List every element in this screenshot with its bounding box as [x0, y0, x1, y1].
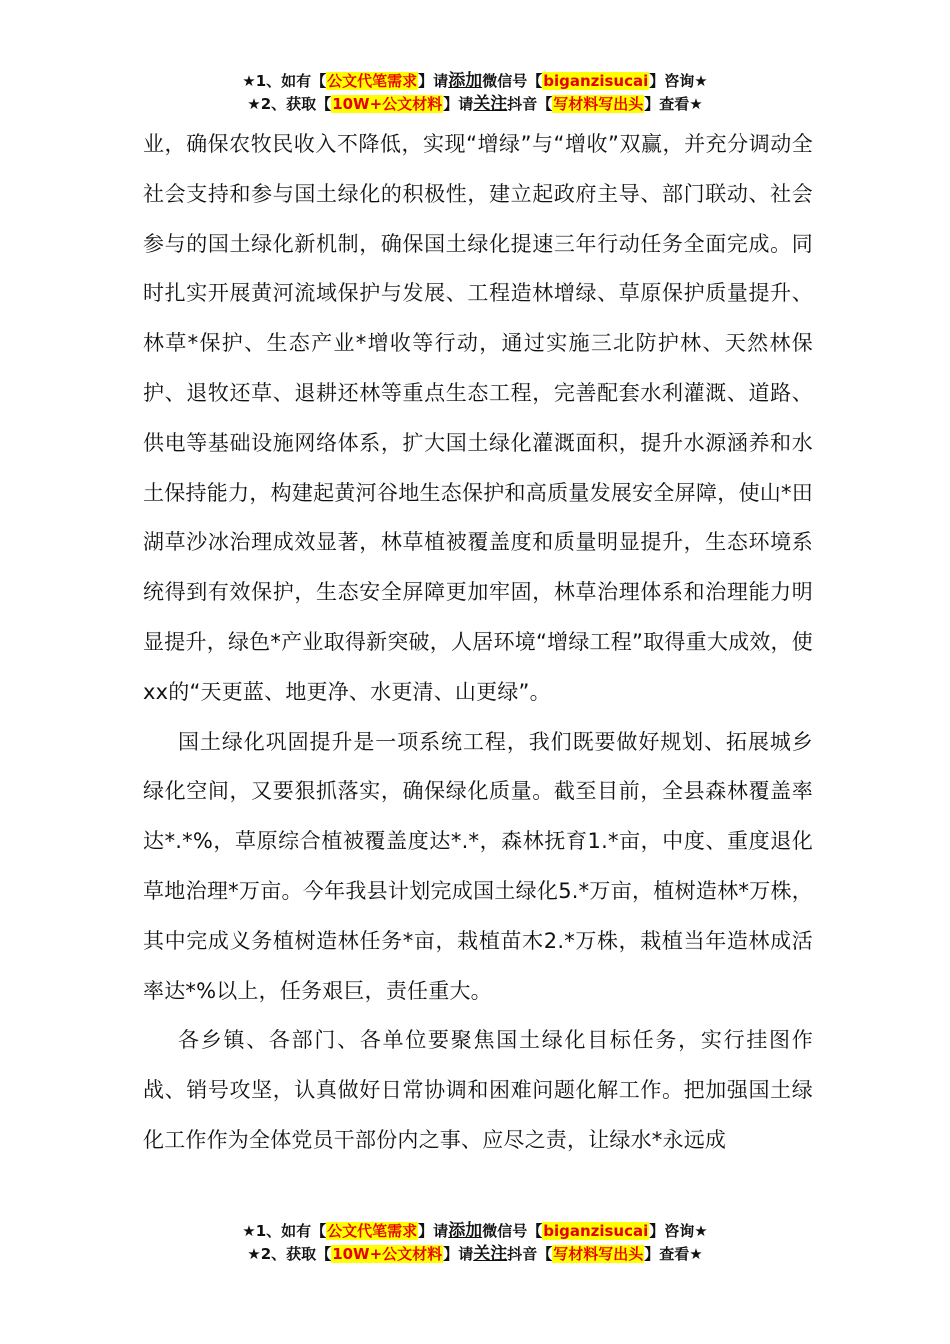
banner-highlight: 写材料写出头	[553, 95, 644, 113]
banner-text: ★1、如有【	[242, 1222, 327, 1240]
banner-text: 】咨询★	[649, 72, 708, 90]
document-body	[143, 120, 813, 1166]
banner-highlight: 公文代笔需求	[327, 1222, 418, 1240]
banner-highlight: 公文代笔需求	[327, 72, 418, 90]
banner-emphasis: 添加	[448, 71, 483, 91]
banner-highlight: 写材料写出头	[553, 1245, 644, 1263]
banner-emphasis: 关注	[473, 1244, 508, 1264]
header-banner	[0, 70, 950, 116]
banner-line-2	[0, 93, 950, 116]
banner-highlight: biganzisucai	[543, 72, 649, 90]
banner-text: 】请	[443, 95, 474, 113]
banner-text: 抖音【	[507, 1245, 553, 1263]
banner-emphasis: 关注	[473, 94, 508, 114]
paragraph: 各乡镇、各部门、各单位要聚焦国土绿化目标任务，实行挂图作战、销号攻坚，认真做好日常协调和困难问题化解工作。把加强国土绿化工作作为全体党员干部份内之事、应尽之责，让绿水*永远成	[143, 1028, 813, 1152]
banner-text: 】查看★	[644, 1245, 703, 1263]
banner-highlight: 10W+公文材料	[332, 1245, 443, 1263]
banner-emphasis: 添加	[448, 1221, 483, 1241]
banner-text: 】请	[418, 1222, 449, 1240]
banner-text: ★2、获取【	[247, 95, 332, 113]
banner-text: 】请	[443, 1245, 474, 1263]
banner-text: 】咨询★	[649, 1222, 708, 1240]
banner-text: 】请	[418, 72, 449, 90]
footer-banner	[0, 1220, 950, 1266]
banner-text: 微信号【	[482, 72, 543, 90]
banner-highlight: biganzisucai	[543, 1222, 649, 1240]
banner-line-1	[0, 1220, 950, 1243]
banner-highlight: 10W+公文材料	[332, 95, 443, 113]
banner-line-2	[0, 1243, 950, 1266]
paragraph: 业，确保农牧民收入不降低，实现“增绿”与“增收”双赢，并充分调动全社会支持和参与国土绿化的积极性，建立起政府主导、部门联动、社会参与的国土绿化新机制，确保国土绿化提速三年行动任务全面完成。同时扎实开展黄河流域保护与发展、工程造林增绿、草原保护质量提升、林草*保护、生态产业*增收等行动，通过实施三北防护林、天然林保护、退牧还草、退耕还林等重点生态工程，完善配套水利灌溉、道路、供电等基础设施网络体系，扩大国土绿化灌溉面积，提升水源涵养和水土保持能力，构建起黄河谷地生态保护和高质量发展安全屏障，使山*田湖草沙冰治理成效显著，林草植被覆盖度和质量明显提升，生态环境系统得到有效保护，生态安全屏障更加牢固，林草治理体系和治理能力明显提升，绿色*产业取得新突破，人居环境“增绿工程”取得重大成效，使xx的“天更蓝、地更净、水更清、山更绿”。	[143, 132, 813, 704]
banner-line-1	[0, 70, 950, 93]
banner-text: ★2、获取【	[247, 1245, 332, 1263]
banner-text: 微信号【	[482, 1222, 543, 1240]
banner-text: 抖音【	[507, 95, 553, 113]
banner-text: 】查看★	[644, 95, 703, 113]
banner-text: ★1、如有【	[242, 72, 327, 90]
paragraph: 国土绿化巩固提升是一项系统工程，我们既要做好规划、拓展城乡绿化空间，又要狠抓落实，确保绿化质量。截至目前，全县森林覆盖率达*.*%，草原综合植被覆盖度达*.*，森林抚育1.*亩，中度、重度退化草地治理*万亩。今年我县计划完成国土绿化5.*万亩，植树造林*万株，其中完成义务植树造林任务*亩，栽植苗木2.*万株，栽植当年造林成活率达*%以上，任务艰巨，责任重大。	[143, 729, 813, 1003]
